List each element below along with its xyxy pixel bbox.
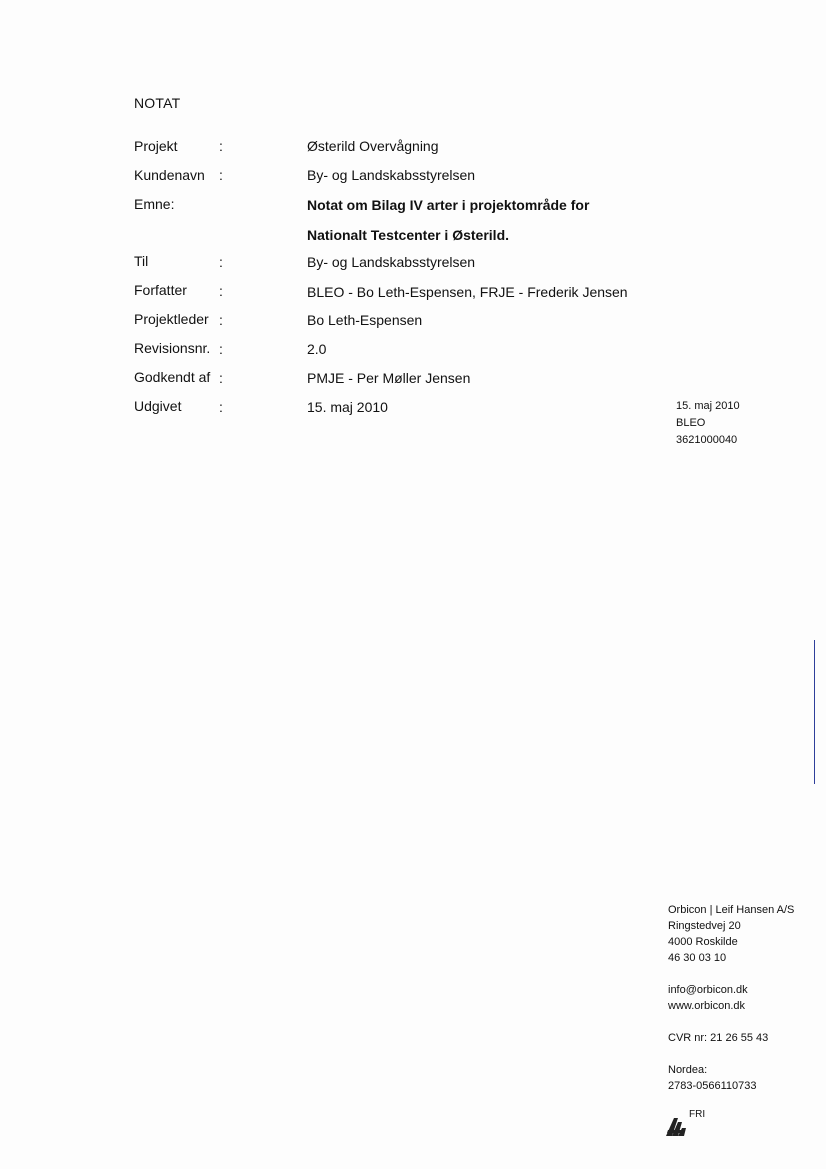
meta-label-forfatter: Forfatter [134,282,187,298]
meta-value-til: By- og Landskabsstyrelsen [307,254,476,270]
meta-colon: : [219,312,223,328]
meta-label-kundenavn: Kundenavn [134,167,205,183]
document-type-heading: NOTAT [134,95,181,111]
company-city: 4000 Roskilde [668,936,738,948]
margin-line [814,640,815,784]
meta-colon: : [219,138,223,154]
reference-initials: BLEO [676,417,706,429]
meta-colon: : [219,399,223,415]
meta-label-emne: Emne: [134,196,175,212]
meta-value-godkendt: PMJE - Per Møller Jensen [307,370,471,386]
meta-value-udgivet: 15. maj 2010 [307,399,388,415]
reference-date: 15. maj 2010 [676,400,740,412]
meta-colon: : [219,167,223,183]
meta-label-projektleder: Projektleder [134,311,209,327]
reference-block [676,398,740,449]
meta-value-projekt: Østerild Overvågning [307,138,439,154]
meta-value-emne-line2: Nationalt Testcenter i Østerild. [307,227,510,243]
meta-colon: : [219,370,223,386]
company-cvr: CVR nr: 21 26 55 43 [668,1032,769,1044]
meta-value-revisionsnr: 2.0 [307,341,327,357]
meta-label-til: Til [134,253,149,269]
company-bank-label: Nordea: [668,1064,708,1076]
meta-colon: : [219,254,223,270]
meta-value-kundenavn: By- og Landskabsstyrelsen [307,167,476,183]
meta-colon: : [219,341,223,357]
meta-value-projektleder: Bo Leth-Espensen [307,312,423,328]
company-address-block [668,902,794,1094]
company-phone: 46 30 03 10 [668,952,727,964]
company-web: www.orbicon.dk [668,1000,746,1012]
reference-number: 3621000040 [676,434,738,446]
meta-colon: : [219,283,223,299]
meta-label-revisionsnr: Revisionsnr. [134,340,211,356]
company-name: Orbicon | Leif Hansen A/S [668,904,795,916]
company-bank-account: 2783-0566110733 [668,1080,757,1092]
meta-label-godkendt: Godkendt af [134,369,211,385]
company-email: info@orbicon.dk [668,984,748,996]
meta-label-udgivet: Udgivet [134,398,182,414]
meta-value-forfatter: BLEO - Bo Leth-Espensen, FRJE - Frederik Jensen [307,284,628,300]
company-street: Ringstedvej 20 [668,920,741,932]
meta-label-projekt: Projekt [134,138,178,154]
meta-value-emne-line1: Notat om Bilag IV arter i projektområde for [307,197,590,213]
logo-text: FRI [689,1109,706,1120]
